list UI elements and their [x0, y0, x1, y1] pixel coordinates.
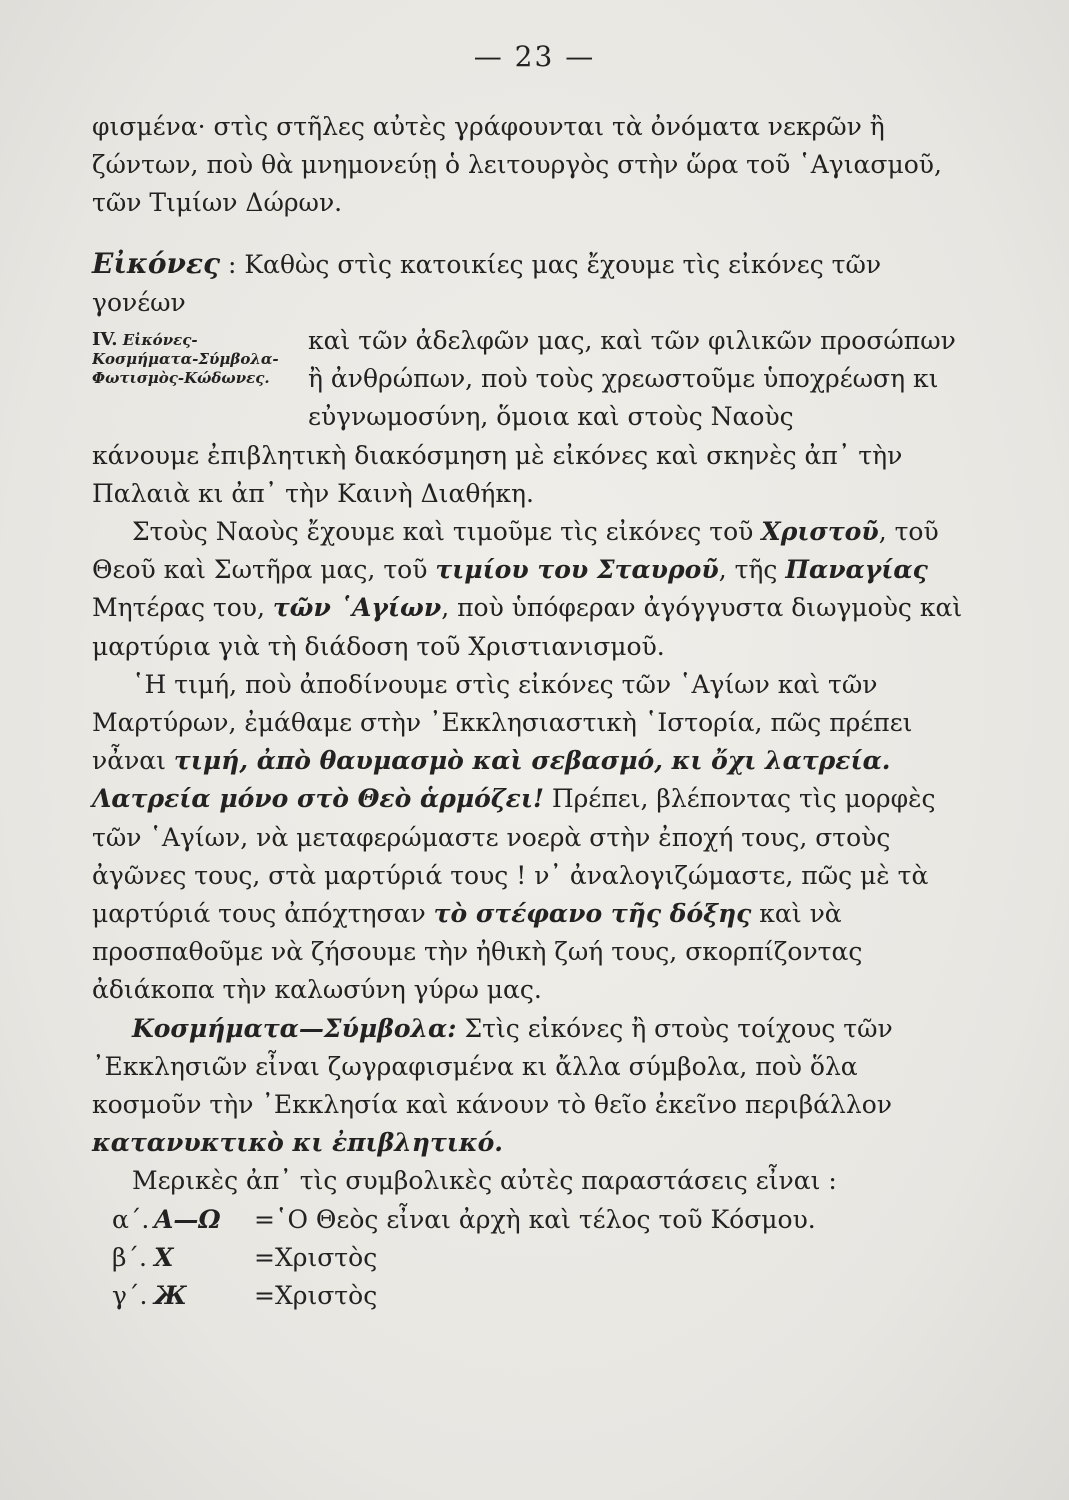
p3-text-1: Στοὺς Ναοὺς ἔχουμε καὶ τιμοῦμε τὶς εἰκόνες τοῦ [132, 517, 762, 547]
page-number: — 23 — [473, 40, 596, 73]
margin-note [92, 322, 302, 388]
body-text [92, 108, 972, 1315]
icons-paragraph-rest: κάνουμε ἐπιβλητικὴ διακόσμηση μὲ εἰκόνες καὶ σκηνὲς ἀπ᾿ τὴν Παλαιὰ κι ἀπ᾿ τὴν Καινὴ Διαθήκη. [92, 440, 903, 508]
symbol-glyph: Α—Ω [154, 1204, 221, 1234]
symbol-glyph: Χ [154, 1242, 174, 1272]
symbol-item [112, 1201, 972, 1239]
symbol-meaning: =῾Ο Θεὸς εἶναι ἀρχὴ καὶ τέλος τοῦ Κόσμου. [254, 1204, 816, 1234]
paragraph-6: Μερικὲς ἀπ᾿ τὶς συμβολικὲς αὐτὲς παραστάσεις εἶναι : [132, 1166, 837, 1196]
symbol-number: β΄. [112, 1242, 147, 1272]
section-heading-icons: Εἰκόνες [92, 246, 221, 280]
symbol-glyph: Ж [154, 1281, 187, 1311]
symbol-list [112, 1201, 972, 1316]
symbol-meaning: =Χριστὸς [254, 1242, 378, 1272]
paragraph-3 [92, 513, 972, 666]
p5-text-1: Στὶς εἰκόνες ἢ στοὺς τοίχους τῶν ᾿Εκκλησιῶν εἶναι ζωγραφισμένα κι ἄλλα σύμβολα, ποὺ ὅλα κοσμοῦν τὴν ᾿Εκκλησία καὶ κάνουν τὸ θεῖο ἐκεῖνο περιβάλλον [92, 1013, 893, 1120]
icons-indented-text: καὶ τῶν ἀδελφῶν μας, καὶ τῶν φιλικῶν προσώπων ἢ ἀνθρώπων, ποὺ τοὺς χρεωστοῦμε ὑποχρέωση κι εὐγνωμοσύνη, ὅμοια καὶ στοὺς Ναοὺς [308, 326, 956, 432]
symbol-number: α΄. [112, 1204, 150, 1234]
paragraph-4 [92, 666, 972, 1010]
p3-text-5: , ποὺ ὑπόφεραν ἀγόγγυστα διωγμοὺς καὶ μαρτύρια γιὰ τὴ διάδοση τοῦ Χριστιανισμοῦ. [92, 593, 963, 661]
emphasis-cross: τιμίου του Σταυροῦ [435, 555, 719, 585]
emphasis-christ: Χριστοῦ [761, 517, 879, 547]
emphasis-panagia: Παναγίας [785, 555, 928, 585]
side-note-block [92, 322, 972, 437]
margin-note-title: Εἰκόνες-Κοσμήματα-Σύμβολα-Φωτισμὸς-Κώδωνες. [92, 331, 279, 388]
emphasis-crown: τὸ στέφανο τῆς δόξης [433, 899, 752, 929]
p3-text-2: , τοῦ Θεοῦ καὶ Σωτῆρα μας, τοῦ [92, 517, 939, 585]
p4-text-2: Πρέπει, βλέποντας τὶς μορφὲς τῶν ῾Αγίων, νὰ μεταφερώμαστε νοερὰ στὴν ἐποχή τους, στοὺς ἀγῶνες τους, στὰ μαρτύριά τους ! ν᾿ ἀναλογιζώμαστε, πῶς μὲ τὰ μαρτύριά τους ἀπόχτησαν [92, 784, 936, 929]
symbol-item [112, 1277, 972, 1315]
emphasis-worship: τιμή, ἀπὸ θαυμασμὸ καὶ σεβασμό, κι ὄχι λατρεία. Λατρεία μόνο στὸ Θεὸ ἁρμόζει! [92, 746, 891, 814]
heading-ornaments-symbols: Κοσμήματα—Σύμβολα: [132, 1013, 457, 1043]
margin-note-number: IV. [92, 329, 118, 351]
paragraph-1: φισμένα· στὶς στῆλες αὐτὲς γράφουνται τὰ ὀνόματα νεκρῶν ἢ ζώντων, ποὺ θὰ μνημονεύῃ ὁ λειτουργὸς στὴν ὥρα τοῦ ῾Αγιασμοῦ, τῶν Τιμίων Δώρων. [92, 112, 942, 218]
icons-line-1: : Καθὼς στὶς κατοικίες μας ἔχουμε τὶς εἰκόνες τῶν γονέων [92, 249, 882, 317]
p4-text-3: καὶ νὰ προσπαθοῦμε νὰ ζήσουμε τὴν ἠθικὴ ζωή τους, σκορπίζοντας ἀδιάκοπα τὴν καλωσύνη γύρω μας. [92, 899, 863, 1005]
paragraph-icons-first-line [92, 245, 972, 322]
symbol-meaning: =Χριστὸς [254, 1281, 378, 1311]
symbol-item [112, 1239, 972, 1277]
p3-text-3: , τῆς [718, 555, 786, 585]
p4-text-1: ῾Η τιμή, ποὺ ἀποδίνουμε στὶς εἰκόνες τῶν ῾Αγίων καὶ τῶν Μαρτύρων, ἐμάθαμε στὴν ᾿Εκκλησιαστικὴ ῾Ιστορία, πῶς πρέπει νἆναι [92, 669, 913, 776]
paragraph-5 [92, 1010, 972, 1163]
symbol-number: γ΄. [112, 1281, 148, 1311]
p3-text-4: Μητέρας του, [92, 593, 273, 623]
emphasis-saints: τῶν ῾Αγίων [272, 593, 442, 623]
emphasis-solemn: κατανυκτικὸ κι ἐπιβλητικό. [92, 1128, 503, 1158]
